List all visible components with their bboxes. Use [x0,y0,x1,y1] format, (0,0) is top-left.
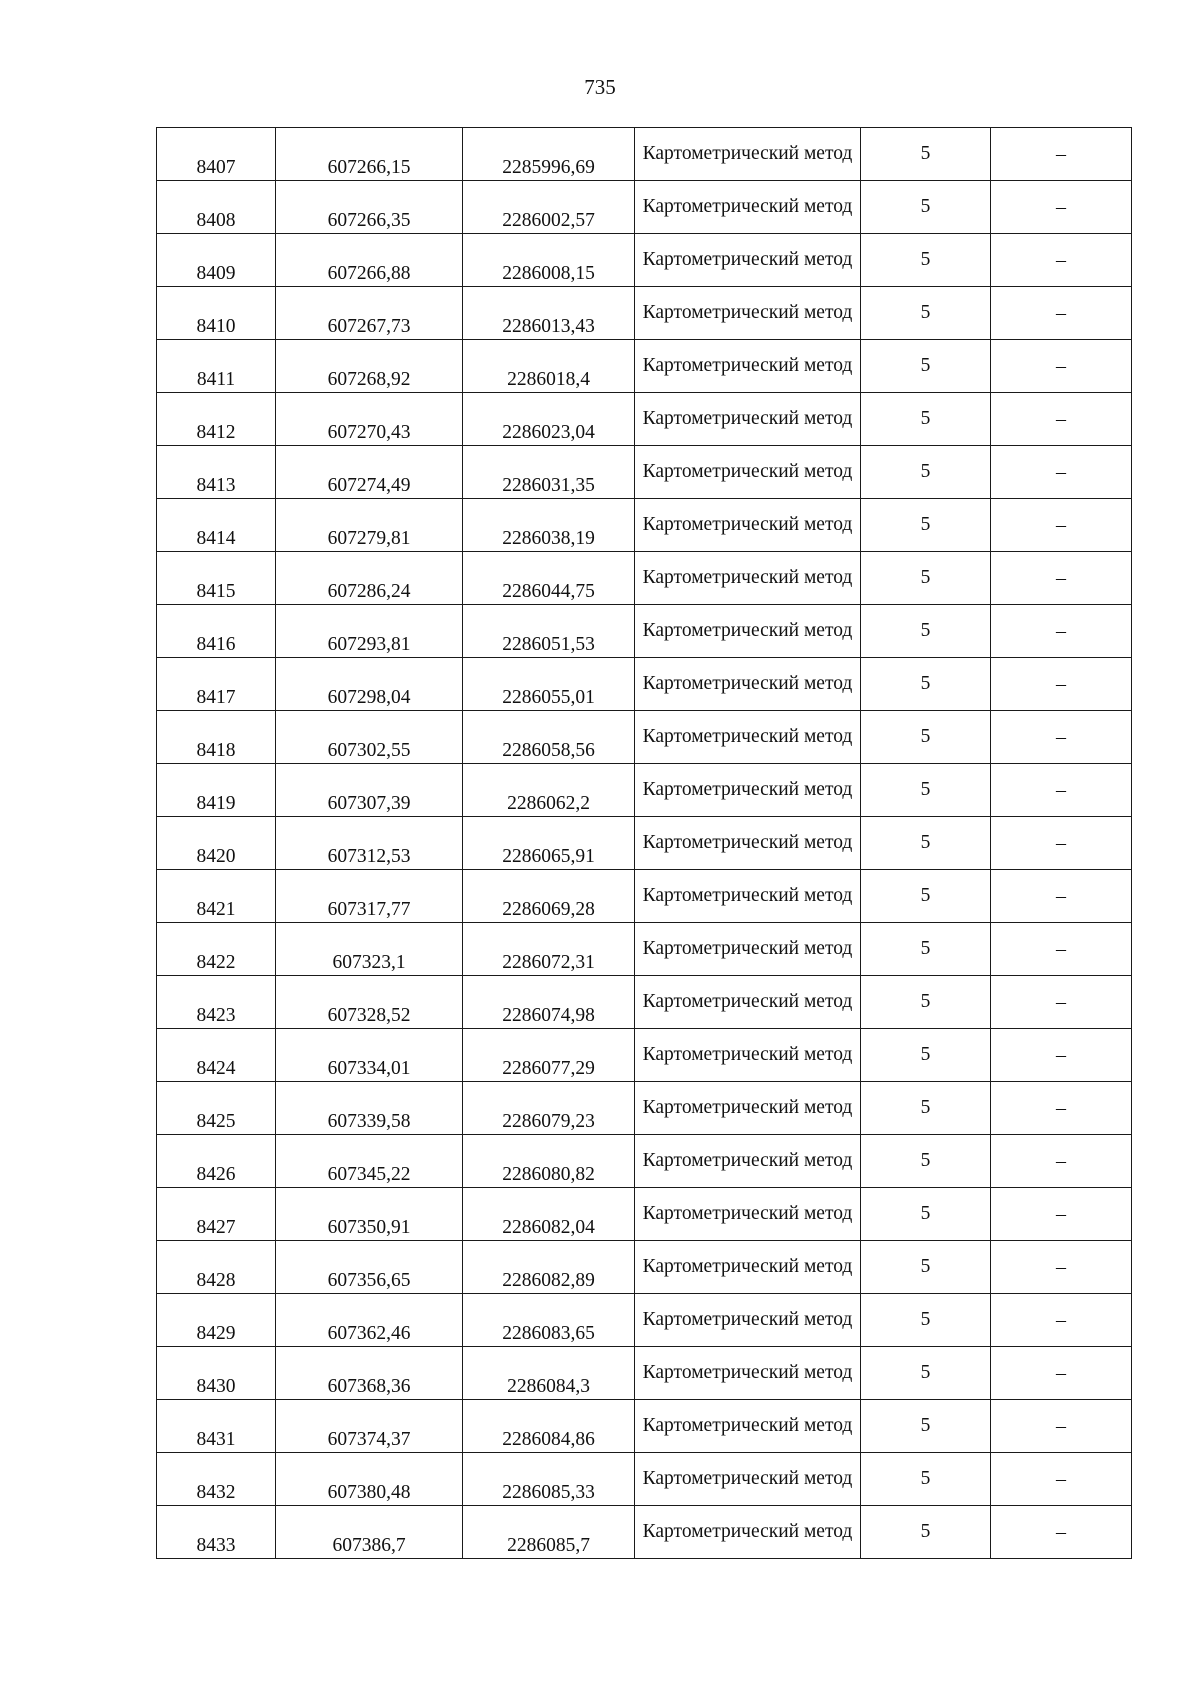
x-coordinate-cell: 607380,48 [276,1453,463,1506]
accuracy-cell: 5 [861,817,991,870]
method-cell: Картометрический метод [635,340,861,393]
point-number-cell: 8417 [157,658,276,711]
description-cell: – [991,817,1132,870]
description-cell: – [991,1506,1132,1559]
point-number-cell: 8432 [157,1453,276,1506]
y-coordinate-cell: 2286062,2 [463,764,635,817]
point-number-cell: 8412 [157,393,276,446]
description-cell: – [991,287,1132,340]
description-cell: – [991,1400,1132,1453]
method-cell: Картометрический метод [635,393,861,446]
accuracy-cell: 5 [861,552,991,605]
table-row [157,923,1132,976]
point-number-cell: 8423 [157,976,276,1029]
x-coordinate-cell: 607317,77 [276,870,463,923]
y-coordinate-cell: 2286008,15 [463,234,635,287]
description-cell: – [991,1241,1132,1294]
description-cell: – [991,764,1132,817]
x-coordinate-cell: 607266,35 [276,181,463,234]
y-coordinate-cell: 2286069,28 [463,870,635,923]
description-cell: – [991,446,1132,499]
x-coordinate-cell: 607266,88 [276,234,463,287]
accuracy-cell: 5 [861,234,991,287]
description-cell: – [991,499,1132,552]
accuracy-cell: 5 [861,499,991,552]
x-coordinate-cell: 607368,36 [276,1347,463,1400]
description-cell: – [991,1453,1132,1506]
table-row [157,446,1132,499]
description-cell: – [991,393,1132,446]
point-number-cell: 8416 [157,605,276,658]
accuracy-cell: 5 [861,1029,991,1082]
x-coordinate-cell: 607323,1 [276,923,463,976]
x-coordinate-cell: 607334,01 [276,1029,463,1082]
x-coordinate-cell: 607293,81 [276,605,463,658]
description-cell: – [991,1135,1132,1188]
x-coordinate-cell: 607328,52 [276,976,463,1029]
y-coordinate-cell: 2286084,3 [463,1347,635,1400]
method-cell: Картометрический метод [635,605,861,658]
description-cell: – [991,181,1132,234]
y-coordinate-cell: 2286038,19 [463,499,635,552]
coordinates-table-body [157,128,1132,1559]
method-cell: Картометрический метод [635,976,861,1029]
table-row [157,1029,1132,1082]
accuracy-cell: 5 [861,658,991,711]
point-number-cell: 8419 [157,764,276,817]
point-number-cell: 8430 [157,1347,276,1400]
method-cell: Картометрический метод [635,446,861,499]
accuracy-cell: 5 [861,287,991,340]
x-coordinate-cell: 607266,15 [276,128,463,181]
y-coordinate-cell: 2286082,89 [463,1241,635,1294]
x-coordinate-cell: 607339,58 [276,1082,463,1135]
description-cell: – [991,1347,1132,1400]
point-number-cell: 8424 [157,1029,276,1082]
description-cell: – [991,552,1132,605]
table-row [157,817,1132,870]
accuracy-cell: 5 [861,1453,991,1506]
table-row [157,552,1132,605]
method-cell: Картометрический метод [635,1294,861,1347]
x-coordinate-cell: 607362,46 [276,1294,463,1347]
y-coordinate-cell: 2286002,57 [463,181,635,234]
point-number-cell: 8431 [157,1400,276,1453]
table-row [157,976,1132,1029]
table-row [157,711,1132,764]
description-cell: – [991,340,1132,393]
x-coordinate-cell: 607356,65 [276,1241,463,1294]
method-cell: Картометрический метод [635,499,861,552]
method-cell: Картометрический метод [635,1453,861,1506]
y-coordinate-cell: 2286055,01 [463,658,635,711]
table-row [157,870,1132,923]
table-row [157,1294,1132,1347]
method-cell: Картометрический метод [635,1400,861,1453]
accuracy-cell: 5 [861,1400,991,1453]
table-row [157,764,1132,817]
x-coordinate-cell: 607286,24 [276,552,463,605]
point-number-cell: 8415 [157,552,276,605]
accuracy-cell: 5 [861,128,991,181]
table-row [157,1135,1132,1188]
y-coordinate-cell: 2286031,35 [463,446,635,499]
method-cell: Картометрический метод [635,1082,861,1135]
point-number-cell: 8425 [157,1082,276,1135]
method-cell: Картометрический метод [635,181,861,234]
page-number: 735 [584,75,616,99]
method-cell: Картометрический метод [635,817,861,870]
method-cell: Картометрический метод [635,552,861,605]
y-coordinate-cell: 2286072,31 [463,923,635,976]
x-coordinate-cell: 607274,49 [276,446,463,499]
accuracy-cell: 5 [861,1241,991,1294]
table-row [157,181,1132,234]
description-cell: – [991,605,1132,658]
method-cell: Картометрический метод [635,1029,861,1082]
method-cell: Картометрический метод [635,1241,861,1294]
description-cell: – [991,1294,1132,1347]
x-coordinate-cell: 607350,91 [276,1188,463,1241]
table-row [157,340,1132,393]
x-coordinate-cell: 607386,7 [276,1506,463,1559]
method-cell: Картометрический метод [635,870,861,923]
point-number-cell: 8427 [157,1188,276,1241]
y-coordinate-cell: 2286044,75 [463,552,635,605]
x-coordinate-cell: 607270,43 [276,393,463,446]
accuracy-cell: 5 [861,340,991,393]
y-coordinate-cell: 2286018,4 [463,340,635,393]
description-cell: – [991,870,1132,923]
description-cell: – [991,234,1132,287]
table-row [157,1400,1132,1453]
x-coordinate-cell: 607268,92 [276,340,463,393]
table-row [157,1241,1132,1294]
method-cell: Картометрический метод [635,1188,861,1241]
coordinates-table [156,127,1132,1559]
table-row [157,499,1132,552]
y-coordinate-cell: 2286085,7 [463,1506,635,1559]
table-row [157,1506,1132,1559]
y-coordinate-cell: 2286074,98 [463,976,635,1029]
point-number-cell: 8411 [157,340,276,393]
accuracy-cell: 5 [861,1347,991,1400]
description-cell: – [991,976,1132,1029]
method-cell: Картометрический метод [635,1135,861,1188]
table-row [157,1347,1132,1400]
accuracy-cell: 5 [861,1506,991,1559]
table-row [157,605,1132,658]
accuracy-cell: 5 [861,976,991,1029]
y-coordinate-cell: 2286023,04 [463,393,635,446]
point-number-cell: 8413 [157,446,276,499]
x-coordinate-cell: 607298,04 [276,658,463,711]
method-cell: Картометрический метод [635,711,861,764]
point-number-cell: 8421 [157,870,276,923]
y-coordinate-cell: 2286085,33 [463,1453,635,1506]
method-cell: Картометрический метод [635,1347,861,1400]
description-cell: – [991,1082,1132,1135]
table-row [157,393,1132,446]
accuracy-cell: 5 [861,711,991,764]
point-number-cell: 8418 [157,711,276,764]
method-cell: Картометрический метод [635,1506,861,1559]
point-number-cell: 8426 [157,1135,276,1188]
description-cell: – [991,1188,1132,1241]
accuracy-cell: 5 [861,1135,991,1188]
x-coordinate-cell: 607267,73 [276,287,463,340]
x-coordinate-cell: 607312,53 [276,817,463,870]
x-coordinate-cell: 607374,37 [276,1400,463,1453]
description-cell: – [991,711,1132,764]
accuracy-cell: 5 [861,605,991,658]
accuracy-cell: 5 [861,870,991,923]
method-cell: Картометрический метод [635,287,861,340]
description-cell: – [991,923,1132,976]
accuracy-cell: 5 [861,923,991,976]
method-cell: Картометрический метод [635,128,861,181]
point-number-cell: 8410 [157,287,276,340]
y-coordinate-cell: 2286083,65 [463,1294,635,1347]
y-coordinate-cell: 2286051,53 [463,605,635,658]
y-coordinate-cell: 2286080,82 [463,1135,635,1188]
point-number-cell: 8407 [157,128,276,181]
y-coordinate-cell: 2286084,86 [463,1400,635,1453]
method-cell: Картометрический метод [635,234,861,287]
accuracy-cell: 5 [861,1188,991,1241]
y-coordinate-cell: 2286077,29 [463,1029,635,1082]
accuracy-cell: 5 [861,1082,991,1135]
x-coordinate-cell: 607345,22 [276,1135,463,1188]
table-row [157,1188,1132,1241]
table-row [157,287,1132,340]
point-number-cell: 8428 [157,1241,276,1294]
y-coordinate-cell: 2286065,91 [463,817,635,870]
table-row [157,128,1132,181]
accuracy-cell: 5 [861,446,991,499]
table-row [157,1453,1132,1506]
table-row [157,658,1132,711]
y-coordinate-cell: 2286082,04 [463,1188,635,1241]
y-coordinate-cell: 2285996,69 [463,128,635,181]
point-number-cell: 8422 [157,923,276,976]
accuracy-cell: 5 [861,393,991,446]
y-coordinate-cell: 2286013,43 [463,287,635,340]
point-number-cell: 8409 [157,234,276,287]
table-row [157,234,1132,287]
accuracy-cell: 5 [861,181,991,234]
table-row [157,1082,1132,1135]
description-cell: – [991,1029,1132,1082]
point-number-cell: 8433 [157,1506,276,1559]
x-coordinate-cell: 607302,55 [276,711,463,764]
x-coordinate-cell: 607279,81 [276,499,463,552]
method-cell: Картометрический метод [635,658,861,711]
description-cell: – [991,658,1132,711]
point-number-cell: 8429 [157,1294,276,1347]
y-coordinate-cell: 2286079,23 [463,1082,635,1135]
point-number-cell: 8420 [157,817,276,870]
point-number-cell: 8408 [157,181,276,234]
description-cell: – [991,128,1132,181]
y-coordinate-cell: 2286058,56 [463,711,635,764]
method-cell: Картометрический метод [635,923,861,976]
method-cell: Картометрический метод [635,764,861,817]
point-number-cell: 8414 [157,499,276,552]
accuracy-cell: 5 [861,1294,991,1347]
accuracy-cell: 5 [861,764,991,817]
x-coordinate-cell: 607307,39 [276,764,463,817]
